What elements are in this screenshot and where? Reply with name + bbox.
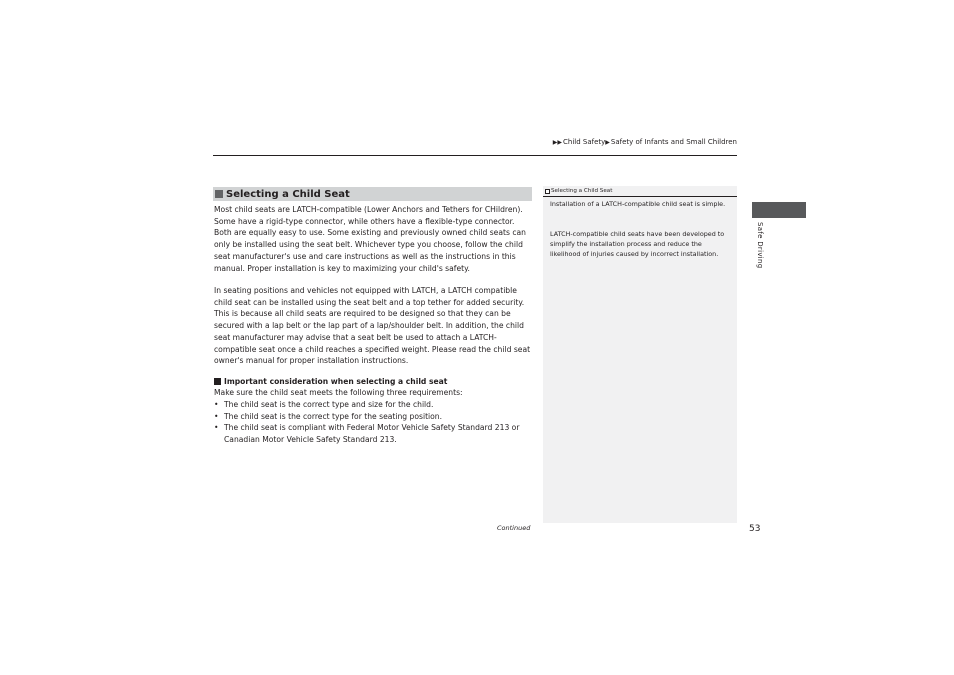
subsection-title: Important consideration when selecting a child seat [224, 377, 448, 386]
list-item: • The child seat is compliant with Federal Motor Vehicle Safety Standard 213 or Canadian Motor Vehicle Safety Standard 213. [214, 422, 532, 445]
arrow-icon: ▶ [605, 139, 610, 146]
chapter-tab-label: Safe Driving [756, 222, 764, 269]
reference-icon [545, 189, 550, 194]
sidebar-note-2: LATCH-compatible child seats have been developed to simplify the installation process and reduce the likelihood of injuries caused by incorrect installation. [550, 230, 725, 258]
requirements-list [214, 399, 532, 446]
subsection-square-icon [214, 378, 221, 385]
sidebar-title: Selecting a Child Seat [551, 188, 613, 194]
continued-label: Continued [497, 524, 531, 532]
breadcrumb-level1[interactable]: Child Safety [563, 138, 606, 146]
breadcrumb-level2[interactable]: Safety of Infants and Small Children [610, 138, 737, 146]
requirements-intro: Make sure the child seat meets the following three requirements: [214, 388, 463, 397]
header-rule [213, 155, 737, 156]
page-number: 53 [749, 524, 761, 534]
chapter-tab-marker [752, 202, 806, 218]
paragraph-1: Most child seats are LATCH-compatible (Lower Anchors and Tethers for CHildren). Some have a rigid-type connector, while others have a flexible-type connector. Both are equally easy to use. Some existing and previously owned child seats can only be installed using the seat belt. Whichever type you choose, follow the child seat manufacturer's use and care instructions as well as the instructions in this manual. Proper installation is key to maximizing your child's safety. [214, 205, 526, 273]
sidebar-note-1: Installation of a LATCH-compatible child seat is simple. [550, 200, 726, 208]
breadcrumb [553, 138, 737, 146]
double-arrow-icon: ▶▶ [552, 139, 562, 146]
section-square-icon [215, 190, 223, 198]
paragraph-2: In seating positions and vehicles not equipped with LATCH, a LATCH compatible child seat can be installed using the seat belt and a top tether for added security. This is because all child seats are required to be designed so that they can be secured with a lap belt or the lap part of a lap/shoulder belt. In addition, the child seat manufacturer may advise that a seat belt be used to attach a LATCH-compatible seat once a child reaches a specified weight. Please read the child seat owner's manual for proper installation instructions. [214, 286, 531, 366]
list-item: • The child seat is the correct type and size for the child. [214, 399, 532, 411]
subsection-header [214, 377, 532, 386]
section-header [213, 187, 532, 201]
section-title: Selecting a Child Seat [226, 188, 350, 200]
sidebar-header [543, 186, 737, 197]
list-item: • The child seat is the correct type for the seating position. [214, 411, 532, 423]
